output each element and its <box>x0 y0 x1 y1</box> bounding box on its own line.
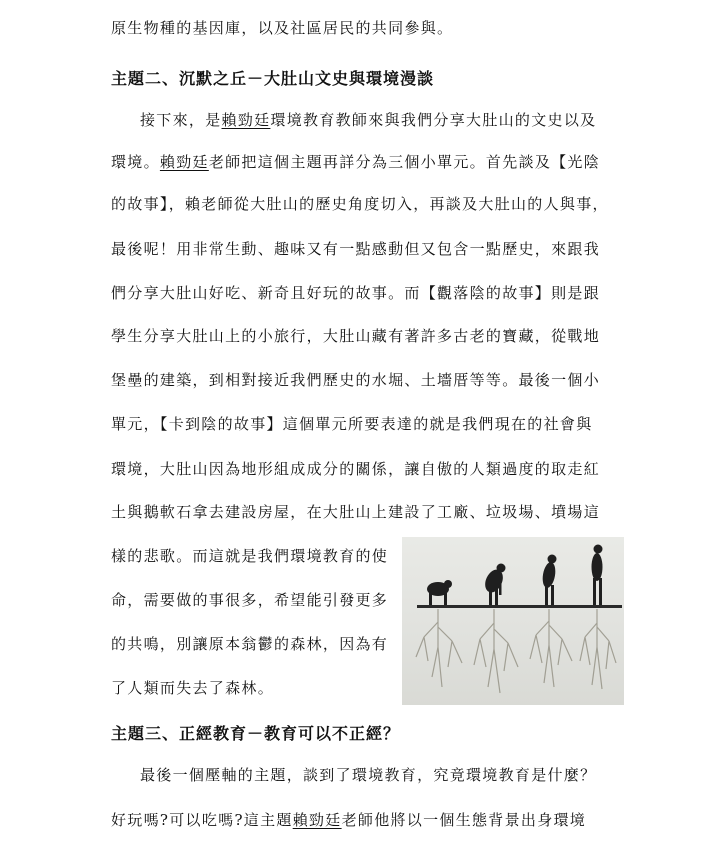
paragraph-line <box>111 152 600 172</box>
paragraph-line: 土與鵝軟石拿去建設房屋，在大肚山上建設了工廠、垃圾場、墳場這 <box>111 503 601 521</box>
root-reflections <box>416 609 616 693</box>
text-run: 接下來，是 <box>140 111 222 129</box>
paragraph-line: 環境，大肚山因為地形組成成分的關係，讓自傲的人類過度的取走紅 <box>111 460 601 478</box>
ape-silhouette <box>427 580 452 605</box>
paragraph-line: 單元，【卡到陰的故事】這個單元所要表達的就是我們現在的社會與 <box>111 415 593 433</box>
teacher-name: 賴勁廷 <box>159 153 209 171</box>
text-run: 環境教育教師來與我們分享大肚山的文史以及 <box>270 111 597 129</box>
paragraph-line: 的共鳴，別讓原本翁鬱的森林，因為有 <box>111 635 389 653</box>
paragraph-line: 了人類而失去了森林。 <box>111 679 275 697</box>
paragraph-line: 的故事】，賴老師從大肚山的歷史角度切入，再談及大肚山的人與事， <box>111 195 609 213</box>
text-run: 好玩嗎?可以吃嗎?這主題 <box>111 811 293 829</box>
paragraph-line: 學生分享大肚山上的小旅行，大肚山藏有著許多古老的寶藏，從戰地 <box>111 327 601 345</box>
paragraph-line: 最後一個壓軸的主題，談到了環境教育，究竟環境教育是什麼？ <box>140 766 597 784</box>
evolution-photo <box>402 537 624 705</box>
early-human-silhouette <box>541 555 557 606</box>
teacher-name: 賴勁廷 <box>221 111 271 129</box>
text-run: 老師把這個主題再詳分為三個小單元。首先談及【光陰 <box>208 153 601 171</box>
modern-human-silhouette <box>592 545 603 606</box>
paragraph-line: 樣的悲歌。而這就是我們環境教育的使 <box>111 547 389 565</box>
paragraph-line: 堡壘的建築，到相對接近我們歷史的水堀、土墻厝等等。最後一個小 <box>111 371 601 389</box>
stooped-ape-silhouette <box>482 564 507 606</box>
ground-line <box>417 605 622 608</box>
evolution-illustration <box>402 537 624 705</box>
section-heading-3: 主題三、正經教育－教育可以不正經？ <box>111 724 401 743</box>
text-run: 老師他將以一個生態背景出身環境 <box>341 811 587 829</box>
paragraph-line: 命，需要做的事很多，希望能引發更多 <box>111 591 389 609</box>
paragraph-line: 原生物種的基因庫，以及社區居民的共同參與。 <box>111 19 454 37</box>
paragraph-line <box>140 110 596 130</box>
section-heading-2: 主題二、沉默之丘－大肚山文史與環境漫談 <box>111 69 435 88</box>
paragraph-line: 們分享大肚山好吃、新奇且好玩的故事。而【觀落陰的故事】則是跟 <box>111 284 601 302</box>
paragraph-line <box>111 810 586 830</box>
teacher-name: 賴勁廷 <box>292 811 342 829</box>
text-run: 環境。 <box>111 153 160 171</box>
paragraph-line: 最後呢！用非常生動、趣味又有一點感動但又包含一點歷史，來跟我 <box>111 240 601 258</box>
